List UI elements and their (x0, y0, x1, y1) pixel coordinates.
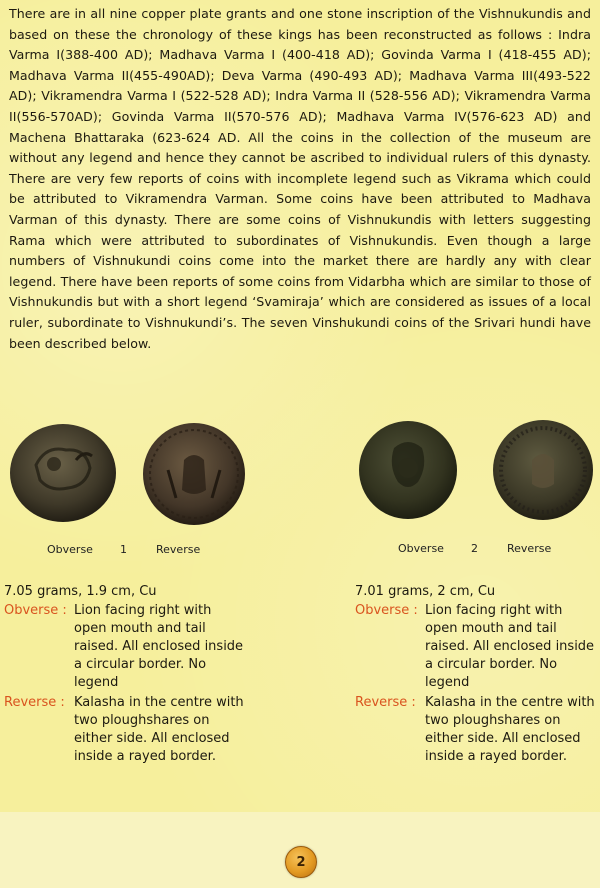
coin-2-reverse-text: Kalasha in the centre with two ploughshares on either side. All enclosed inside a rayed border. (425, 695, 595, 764)
coin-2-obverse-caption: Obverse (398, 542, 444, 555)
coin-1-number: 1 (120, 543, 127, 556)
coin-1-reverse-label: Reverse : (4, 695, 65, 710)
coin-1-obverse-row (4, 602, 254, 692)
coin-2-meta: 7.01 grams, 2 cm, Cu (355, 584, 496, 599)
page-number-badge: 2 (285, 846, 317, 878)
coin-1-obverse-image (6, 420, 120, 526)
coin-2-obverse-row (355, 602, 600, 692)
coin-1-obverse-label: Obverse : (4, 603, 67, 618)
intro-paragraph: There are in all nine copper plate grants and one stone inscription of the Vishnukundis and based on these the chronology of these kings has been reconstructed as follows : Indra Varma I(388-400 AD); Madhava Varma I (400-418 AD); Govinda Varma I (418-455 AD); Madhava Varma II(455-490AD); Deva Varma (490-493 AD); Madhava Varma III(493-522 AD); Vikramendra Varma I (522-528 AD); Indra Varma II (528-556 AD); Vikramendra Varma II(556-570AD); Govinda Varma II(570-576 AD); Madhava Varma IV(576-623 AD) and Machena Bhattaraka (623-624 AD. All the coins in the collection of the museum are without any legend and hence they cannot be ascribed to individual rulers of this dynasty. There are very few reports of coins with incomplete legend such as Vikrama which could be attributed to Vikramendra Varman. Some coins have been attributed to Madhava Varman of this dynasty. There are some coins of Vishnukundis with letters suggesting Rama which were attributed to subordinates of Vishnukundis. Even though a large numbers of Vishnukundi coins come into the market there are hardly any with clear legend. There have been reports of some coins from Vidarbha which are similar to those of Vishnukundis but with a short legend ‘Svamiraja’ which are considered as issues of a local ruler, subordinate to Vishnukundi’s. The seven Vinshukundi coins of the Srivari hundi have been described below. (9, 6, 591, 351)
coin-1-reverse-caption: Reverse (156, 543, 201, 556)
coin-1-obverse-text: Lion facing right with open mouth and tail raised. All enclosed inside a circular border. No legend (74, 603, 244, 690)
coin-2-obverse-label: Obverse : (355, 603, 418, 618)
coin-1-obverse-caption: Obverse (47, 543, 93, 556)
coin-2-obverse-image (356, 418, 460, 522)
coin-1-reverse-image (140, 420, 248, 528)
coin-1-description (4, 583, 254, 766)
coin-2-obverse-text: Lion facing right with open mouth and tail raised. All enclosed inside a circular border. No legend (425, 603, 595, 690)
coin-2-description (355, 583, 600, 766)
coin-2-reverse-row (355, 694, 600, 766)
coin-1-reverse-row (4, 694, 254, 766)
coin-1-reverse-text: Kalasha in the centre with two ploughshares on either side. All enclosed inside a rayed border. (74, 695, 244, 764)
coin-1-meta: 7.05 grams, 1.9 cm, Cu (4, 584, 157, 599)
coin-2-reverse-caption: Reverse (507, 542, 552, 555)
coin-2-number: 2 (471, 542, 478, 555)
coin-2-reverse-image (490, 418, 596, 522)
coin-2-reverse-label: Reverse : (355, 695, 416, 710)
